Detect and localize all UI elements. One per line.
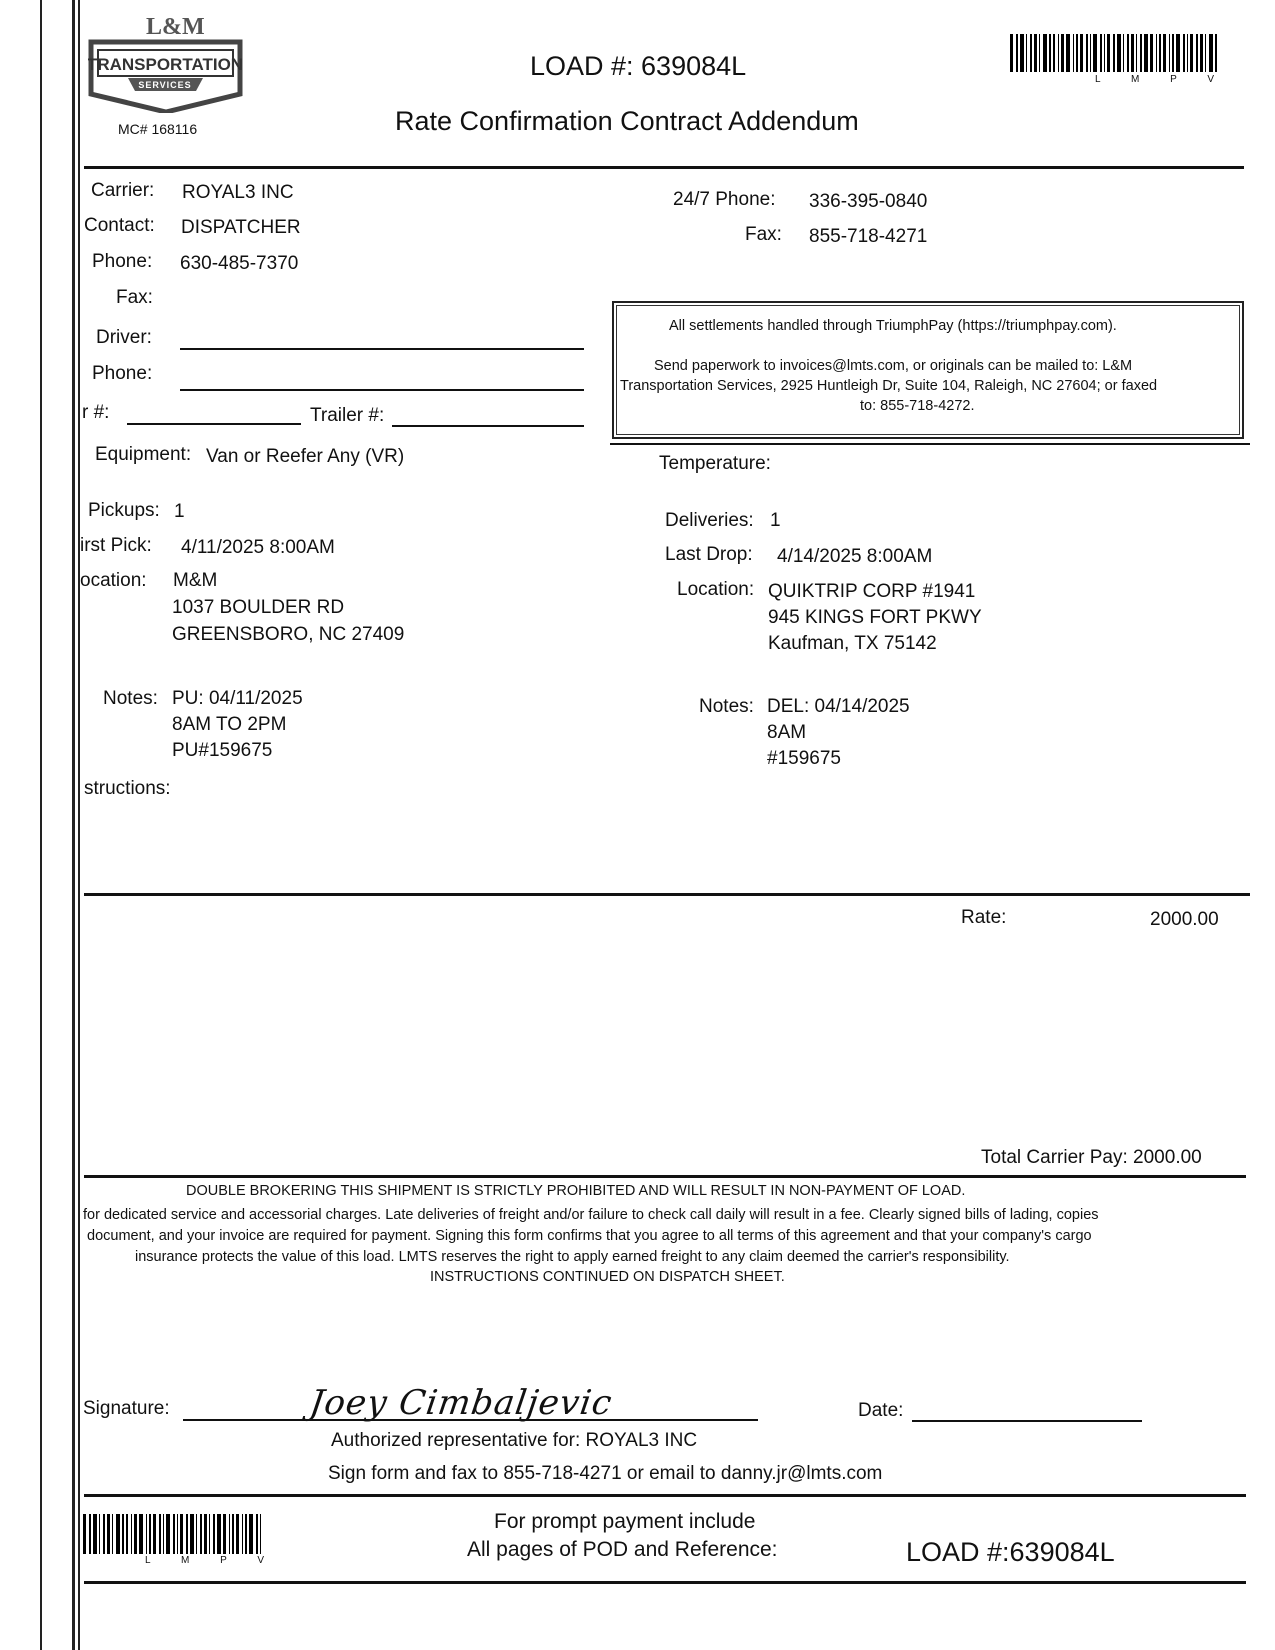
section-divider-1: [610, 443, 1250, 445]
terms-line-4: insurance protects the value of this load. LMTS reserves the right to apply earned freight to any claim deemed the carrier's responsibility.: [135, 1249, 1010, 1265]
terms-line-3: document, and your invoice are required for payment. Signing this form confirms that you agree to all terms of this agreement and that your company's cargo: [87, 1228, 1092, 1244]
barcode-bar: [83, 1514, 86, 1554]
deliveries-count: 1: [770, 510, 781, 531]
driver-phone-field[interactable]: [180, 389, 584, 391]
tractor-label: r #:: [82, 402, 110, 423]
total-carrier-pay: Total Carrier Pay: 2000.00: [981, 1147, 1202, 1168]
carrier-label: Carrier:: [91, 180, 155, 201]
barcode-bar: [1209, 34, 1213, 72]
logo-main-text: TRANSPORTATION: [88, 55, 243, 74]
footer-divider: [84, 1494, 1246, 1497]
sign-instructions: Sign form and fax to 855-718-4271 or email to danny.jr@lmts.com: [328, 1463, 883, 1484]
delivery-location-label: Location:: [677, 579, 755, 600]
barcode-bar: [229, 1514, 230, 1554]
barcode-bar: [163, 1514, 164, 1554]
terms-line-1: DOUBLE BROKERING THIS SHIPMENT IS STRICTLY PROHIBITED AND WILL RESULT IN NON-PAYMENT OF LOAD.: [186, 1183, 966, 1199]
pickup-notes-label: Notes:: [103, 688, 158, 709]
barcode-bar: [1030, 34, 1032, 72]
barcode-bar: [1196, 34, 1198, 72]
date-label: Date:: [858, 1400, 904, 1421]
bottom-barcode-caption: L M P V: [145, 1555, 279, 1566]
deliveries-label: Deliveries:: [665, 510, 754, 531]
company-logo: [88, 8, 243, 113]
barcode-bar: [245, 1514, 247, 1554]
barcode-bar: [209, 1514, 210, 1554]
temperature-label: Temperature:: [659, 453, 771, 474]
barcode-bar: [249, 1514, 253, 1554]
barcode-bar: [1086, 34, 1088, 72]
delivery-notes-3: #159675: [767, 748, 841, 769]
company-phone-value: 336-395-0840: [809, 191, 928, 212]
terms-line-2: for dedicated service and accessorial charges. Late deliveries of freight and/or failure to check call daily will result in a fee. Clearly signed bills of lading, copies: [83, 1207, 1099, 1223]
handwritten-signature: Joey Cimbaljevic: [307, 1383, 615, 1423]
barcode-bar: [242, 1514, 243, 1554]
barcode-bar: [134, 1514, 137, 1554]
barcode-bar: [217, 1514, 221, 1554]
pickup-address-2: GREENSBORO, NC 27409: [172, 624, 405, 645]
equipment-label: Equipment:: [95, 444, 192, 465]
barcode-bar: [1093, 34, 1097, 72]
barcode-bar: [1061, 34, 1064, 72]
barcode-bar: [1100, 34, 1102, 72]
logo-sub-text: SERVICES: [138, 80, 192, 90]
barcode-bar: [126, 1514, 128, 1554]
barcode-bar: [1215, 34, 1217, 72]
barcode-bar: [173, 1514, 175, 1554]
top-barcode: [1010, 34, 1220, 72]
driver-label: Driver:: [96, 327, 152, 348]
barcode-bar: [232, 1514, 234, 1554]
barcode-bar: [1010, 34, 1013, 72]
driver-phone-label: Phone:: [92, 363, 153, 384]
barcode-bar: [139, 1514, 143, 1554]
barcode-bar: [1187, 34, 1188, 72]
prompt-payment-line-1: For prompt payment include: [494, 1510, 756, 1533]
barcode-bar: [116, 1514, 120, 1554]
pickup-notes-1: PU: 04/11/2025: [172, 688, 303, 709]
barcode-bar: [1090, 34, 1091, 72]
delivery-notes-label: Notes:: [699, 696, 754, 717]
barcode-bar: [1183, 34, 1185, 72]
first-pick-value: 4/11/2025 8:00AM: [181, 537, 335, 558]
barcode-bar: [223, 1514, 226, 1554]
trailer-field[interactable]: [392, 425, 584, 427]
top-barcode-caption: L M P V: [1095, 74, 1229, 85]
barcode-bar: [1034, 34, 1037, 72]
barcode-bar: [1043, 34, 1047, 72]
delivery-notes-1: DEL: 04/14/2025: [767, 696, 910, 717]
barcode-bar: [1053, 34, 1055, 72]
terms-divider: [84, 1175, 1246, 1178]
barcode-bar: [1020, 34, 1024, 72]
barcode-bar: [1073, 34, 1074, 72]
barcode-bar: [200, 1514, 202, 1554]
barcode-bar: [146, 1514, 147, 1554]
instructions-label: structions:: [84, 778, 171, 799]
barcode-bar: [186, 1514, 188, 1554]
rate-divider: [84, 893, 1250, 896]
pickup-notes-3: PU#159675: [172, 740, 273, 761]
mc-number: MC# 168116: [118, 121, 198, 137]
barcode-bar: [1016, 34, 1018, 72]
pickup-location-label: ocation:: [80, 570, 147, 591]
prompt-payment-line-2: All pages of POD and Reference:: [467, 1538, 778, 1561]
barcode-bar: [1156, 34, 1157, 72]
terms-line-5: INSTRUCTIONS CONTINUED ON DISPATCH SHEET.: [430, 1269, 785, 1285]
header-divider: [84, 166, 1244, 169]
rate-value: 2000.00: [1150, 909, 1219, 930]
barcode-bar: [196, 1514, 197, 1554]
left-border-line-inner: [72, 0, 75, 1650]
settlement-line-2: Send paperwork to invoices@lmts.com, or originals can be mailed to: L&M: [654, 358, 1133, 374]
barcode-bar: [159, 1514, 161, 1554]
settlement-info-box: [612, 301, 1244, 439]
barcode-bar: [204, 1514, 207, 1554]
barcode-bar: [213, 1514, 215, 1554]
left-border-line-inner2: [78, 0, 80, 1650]
barcode-bar: [1127, 34, 1129, 72]
phone-value: 630-485-7370: [180, 253, 299, 274]
barcode-bar: [166, 1514, 170, 1554]
barcode-bar: [1058, 34, 1059, 72]
barcode-bar: [1076, 34, 1078, 72]
barcode-bar: [1117, 34, 1121, 72]
left-border-line-outer: [40, 0, 42, 1650]
company-phone-label: 24/7 Phone:: [673, 189, 776, 210]
trailer-label: Trailer #:: [310, 405, 385, 426]
barcode-bar: [236, 1514, 239, 1554]
barcode-bar: [1150, 34, 1153, 72]
phone-label: Phone:: [92, 251, 153, 272]
logo-top-text: L&M: [146, 14, 205, 40]
barcode-bar: [1131, 34, 1134, 72]
settlement-line-3: Transportation Services, 2925 Huntleigh Dr, Suite 104, Raleigh, NC 27604; or faxed: [620, 378, 1158, 394]
barcode-bar: [1169, 34, 1170, 72]
barcode-bar: [131, 1514, 132, 1554]
pickups-label: Pickups:: [88, 500, 160, 521]
barcode-bar: [99, 1514, 100, 1554]
logo-shield-icon: [88, 8, 243, 113]
fax-label: Fax:: [116, 287, 153, 308]
barcode-bar: [103, 1514, 105, 1554]
last-drop-value: 4/14/2025 8:00AM: [777, 546, 933, 567]
barcode-bar: [260, 1514, 261, 1554]
barcode-bar: [107, 1514, 110, 1554]
company-fax-value: 855-718-4271: [809, 226, 928, 247]
barcode-bar: [1049, 34, 1051, 72]
pickup-address-1: 1037 BOULDER RD: [172, 597, 345, 618]
signature-label: Signature:: [83, 1398, 170, 1419]
carrier-value: ROYAL3 INC: [182, 182, 294, 203]
barcode-bar: [1190, 34, 1193, 72]
pickups-count: 1: [174, 501, 185, 522]
last-drop-label: Last Drop:: [665, 544, 753, 565]
equipment-value: Van or Reefer Any (VR): [206, 446, 405, 467]
footer-bottom-divider: [84, 1581, 1246, 1584]
delivery-location-name: QUIKTRIP CORP #1941: [768, 581, 976, 602]
barcode-bar: [177, 1514, 178, 1554]
contact-label: Contact:: [84, 215, 155, 236]
settlement-line-4: to: 855-718-4272.: [860, 398, 975, 414]
barcode-bar: [1136, 34, 1137, 72]
barcode-bar: [1026, 34, 1027, 72]
barcode-bar: [1172, 34, 1174, 72]
barcode-bar: [1080, 34, 1083, 72]
barcode-bar: [1144, 34, 1148, 72]
delivery-address-1: 945 KINGS FORT PKWY: [768, 607, 982, 628]
load-number-title: LOAD #: 639084L: [530, 51, 747, 81]
barcode-bar: [153, 1514, 156, 1554]
barcode-bar: [1107, 34, 1110, 72]
barcode-bar: [1205, 34, 1206, 72]
barcode-bar: [122, 1514, 124, 1554]
page-title: Rate Confirmation Contract Addendum: [395, 106, 859, 136]
footer-load-number: LOAD #:639084L: [906, 1537, 1115, 1567]
barcode-bar: [112, 1514, 113, 1554]
first-pick-label: irst Pick:: [80, 535, 152, 556]
authorized-representative: Authorized representative for: ROYAL3 INC: [331, 1430, 698, 1451]
barcode-bar: [1159, 34, 1161, 72]
barcode-bar: [149, 1514, 151, 1554]
barcode-bar: [1140, 34, 1142, 72]
barcode-bar: [89, 1514, 91, 1554]
settlement-line-1: All settlements handled through TriumphPay (https://triumphpay.com).: [669, 318, 1117, 334]
tractor-field[interactable]: [127, 423, 301, 425]
pickup-location-name: M&M: [173, 570, 218, 591]
delivery-address-2: Kaufman, TX 75142: [768, 633, 937, 654]
company-fax-label: Fax:: [745, 224, 782, 245]
date-field[interactable]: [912, 1420, 1142, 1422]
barcode-bar: [1104, 34, 1105, 72]
barcode-bar: [190, 1514, 194, 1554]
delivery-notes-2: 8AM: [767, 722, 807, 743]
rate-label: Rate:: [961, 907, 1007, 928]
barcode-bar: [256, 1514, 258, 1554]
barcode-bar: [1113, 34, 1115, 72]
barcode-bar: [1176, 34, 1180, 72]
pickup-notes-2: 8AM TO 2PM: [172, 714, 287, 735]
barcode-bar: [1163, 34, 1166, 72]
barcode-bar: [180, 1514, 183, 1554]
bottom-barcode: [83, 1514, 267, 1554]
barcode-bar: [93, 1514, 97, 1554]
barcode-bar: [1066, 34, 1070, 72]
barcode-bar: [1039, 34, 1040, 72]
barcode-bar: [1123, 34, 1124, 72]
driver-field[interactable]: [180, 348, 584, 350]
barcode-bar: [1200, 34, 1203, 72]
contact-value: DISPATCHER: [181, 217, 301, 238]
